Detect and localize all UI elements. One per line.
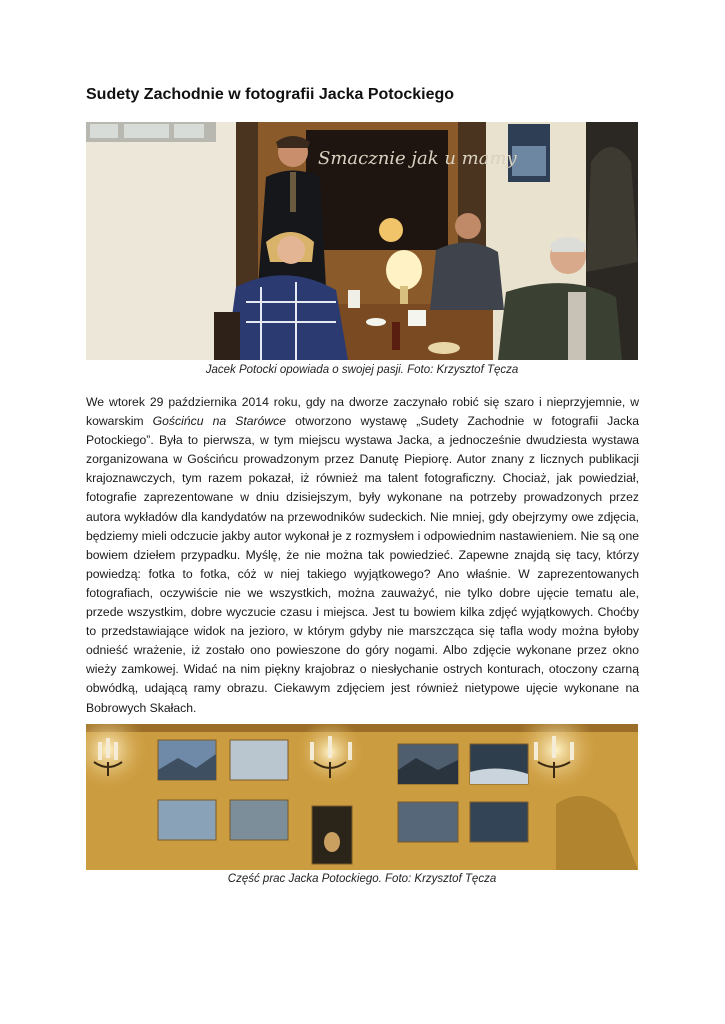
photo-sign-text: Smacznie jak u mamy [318, 148, 517, 169]
photo-exhibition-illustration [86, 724, 638, 870]
photo-speaker-illustration [86, 122, 638, 360]
article-title: Sudety Zachodnie w fotografii Jacka Potockiego [86, 86, 455, 103]
article-body [86, 393, 639, 718]
photo-speaker-at-cafe [86, 122, 638, 360]
photo-exhibition-wall [86, 724, 638, 870]
photo-caption: Część prac Jacka Potockiego. Foto: Krzysztof Tęcza [227, 873, 497, 885]
photo-caption: Jacek Potocki opowiada o swojej pasji. Foto: Krzysztof Tęcza [205, 364, 519, 376]
venue-name: Gościńcu na Starówce [152, 414, 287, 429]
body-text-part: We wtorek 29 października 2014 roku, gdy na dworze zaczynało robić się szaro i nieprzyjemnie, w kowarskim [86, 395, 639, 429]
body-text-part: otworzono wystawę „Sudety Zachodnie w fotografii Jacka Potockiego”. Była to pierwsza, w tym miejscu wystawa Jacka, a jednocześnie dwudziesta wystawa zorganizowana w Gościńcu prowadzonym przez Danutę Piepiorę. Autor znany z licznych publikacji krajoznawczych, tym razem pokazał, iż również ma talent fotograficzny. Chociaż, jak powiedział, fotografie zaprezentowane w dniu dzisiejszym, były wykonane na potrzeby prowadzonych przez autora wykładów dla kandydatów na przewodników sudeckich. Nie mniej, gdy obejrzymy owe zdjęcia, będziemy mieli odczucie jakby autor wykonał je z rozmysłem i odpowiednim nastawieniem. Nie są one bowiem dziełem przypadku. Myślę, że nie można tak powiedzieć. Zapewne znajdą się tacy, którzy powiedzą: fotka to fotka, cóż w niej takiego wyjątkowego? Ano właśnie. W zaprezentowanych fotografiach, oczywiście nie we wszystkich, można zauważyć, nie tylko dobre ujęcie tematu ale, przede wszystkim, dobre wyczucie czasu i miejsca. Jest tu bowiem kilka zdjęć wyjątkowych. Choćby to przedstawiające widok na jezioro, w którym gdyby nie marszcząca się tafla wody można byłoby odnieść wrażenie, iż zostało ono powieszone do góry nogami. Albo zdjęcie wykonane przez okno wieży zamkowej. Widać na nim piękny krajobraz o niesłychanie ostrych konturach, otoczony czarną obwódką, udającą ramy obrazu. Ciekawym zdjęciem jest również nietypowe ujęcie wykonane na Bobrowych Skałach. [86, 414, 640, 715]
